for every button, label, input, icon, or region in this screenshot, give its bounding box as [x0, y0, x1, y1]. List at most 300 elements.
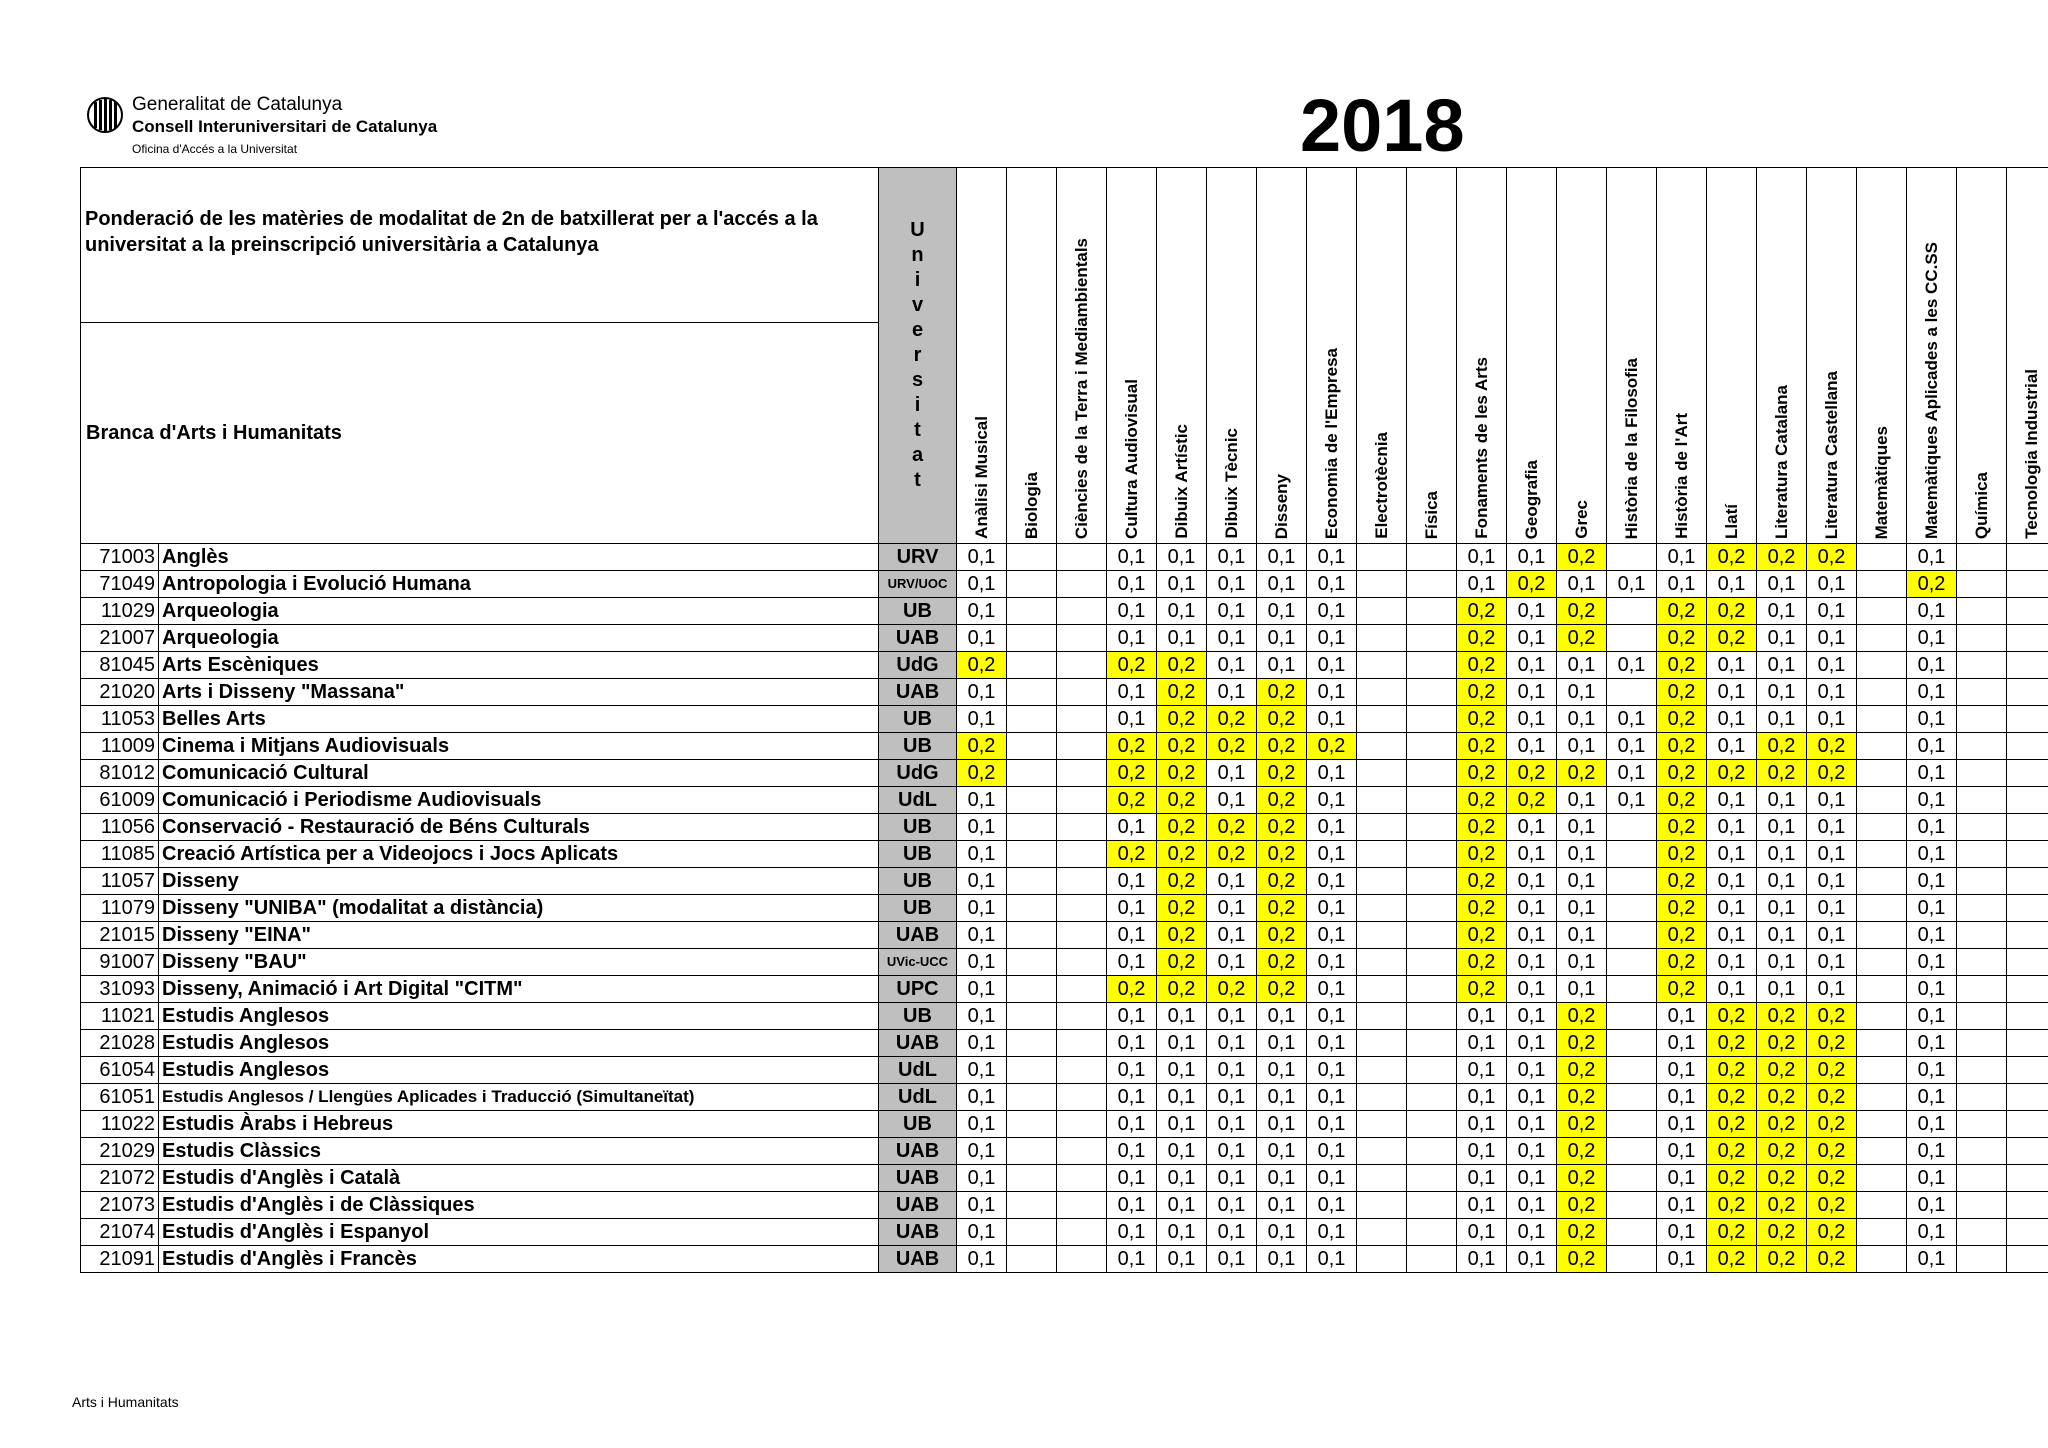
weight-cell	[1857, 706, 1907, 733]
university-header-letter: v	[911, 294, 924, 316]
weight-cell: 0,2	[1657, 814, 1707, 841]
weight-cell: 0,1	[1707, 949, 1757, 976]
subject-header-label: Geografia	[1521, 459, 1541, 539]
weight-cell: 0,2	[1207, 814, 1257, 841]
weight-cell: 0,1	[1207, 598, 1257, 625]
weight-cell: 0,1	[957, 895, 1007, 922]
weight-cell	[1957, 976, 2007, 1003]
weight-cell: 0,1	[1907, 868, 1957, 895]
weight-cell: 0,2	[1707, 1003, 1757, 1030]
weight-cell	[1057, 706, 1107, 733]
university-header-letter: s	[911, 369, 924, 391]
weight-cell	[1857, 922, 1907, 949]
weight-cell: 0,1	[1657, 1057, 1707, 1084]
weight-cell	[2007, 571, 2048, 598]
weight-cell: 0,1	[957, 1165, 1007, 1192]
weight-cell: 0,1	[1107, 598, 1157, 625]
weight-cell	[1857, 679, 1907, 706]
weight-cell: 0,2	[1907, 571, 1957, 598]
weight-cell: 0,1	[1757, 922, 1807, 949]
university-code: UB	[879, 733, 957, 760]
weight-cell: 0,1	[1757, 625, 1807, 652]
weight-cell	[1057, 895, 1107, 922]
weight-cell: 0,2	[1557, 1030, 1607, 1057]
weight-cell: 0,1	[957, 814, 1007, 841]
weight-cell: 0,1	[1807, 895, 1857, 922]
weight-cell	[1007, 922, 1057, 949]
weight-cell: 0,1	[1507, 976, 1557, 1003]
weight-cell: 0,2	[1657, 787, 1707, 814]
degree-code: 61051	[81, 1084, 159, 1111]
weight-cell: 0,2	[1657, 706, 1707, 733]
weight-cell: 0,2	[1807, 1111, 1857, 1138]
table-row	[81, 1030, 2048, 1057]
subject-header	[1307, 168, 1357, 544]
subject-header	[1357, 168, 1407, 544]
weight-cell	[1607, 922, 1657, 949]
weight-cell: 0,1	[957, 949, 1007, 976]
weight-cell: 0,1	[1207, 1165, 1257, 1192]
weight-cell	[1357, 706, 1407, 733]
weight-cell: 0,2	[1707, 1165, 1757, 1192]
weight-cell	[2007, 1111, 2048, 1138]
weight-cell: 0,1	[1557, 976, 1607, 1003]
subject-header	[1807, 168, 1857, 544]
weight-cell: 0,1	[1207, 949, 1257, 976]
subject-header	[1257, 168, 1307, 544]
weight-cell: 0,1	[1157, 625, 1207, 652]
degree-name: Estudis d'Anglès i Català	[159, 1165, 879, 1192]
university-header-letter: U	[910, 219, 925, 241]
weight-cell: 0,1	[1207, 544, 1257, 571]
weight-cell: 0,1	[1907, 841, 1957, 868]
weight-cell: 0,1	[1307, 787, 1357, 814]
weight-cell: 0,1	[1307, 922, 1357, 949]
degree-code: 11085	[81, 841, 159, 868]
weight-cell: 0,2	[1457, 814, 1507, 841]
weight-cell: 0,1	[1707, 922, 1757, 949]
weight-cell: 0,1	[1607, 652, 1657, 679]
weight-cell	[1407, 571, 1457, 598]
degree-name: Estudis Àrabs i Hebreus	[159, 1111, 879, 1138]
weight-cell: 0,2	[1107, 841, 1157, 868]
weight-cell: 0,1	[1907, 895, 1957, 922]
weight-cell	[1007, 1084, 1057, 1111]
university-code: UAB	[879, 1030, 957, 1057]
weight-cell: 0,1	[1207, 625, 1257, 652]
weight-cell: 0,2	[1807, 1165, 1857, 1192]
weight-cell: 0,1	[1207, 1138, 1257, 1165]
weight-cell: 0,1	[1207, 1111, 1257, 1138]
weight-cell: 0,2	[1757, 544, 1807, 571]
weight-cell: 0,2	[1757, 1084, 1807, 1111]
weight-cell: 0,2	[1507, 787, 1557, 814]
degree-name: Cinema i Mitjans Audiovisuals	[159, 733, 879, 760]
weight-cell: 0,1	[1907, 1246, 1957, 1273]
weight-cell: 0,1	[1607, 706, 1657, 733]
subject-header	[1907, 168, 1957, 544]
weight-cell: 0,2	[1557, 1192, 1607, 1219]
weight-cell: 0,2	[1257, 706, 1307, 733]
weight-cell	[2007, 1030, 2048, 1057]
weight-cell	[1357, 976, 1407, 1003]
university-code: UAB	[879, 1192, 957, 1219]
weight-cell: 0,2	[1257, 841, 1307, 868]
weighting-table	[80, 167, 2048, 1273]
degree-code: 11009	[81, 733, 159, 760]
weight-cell: 0,1	[1157, 1192, 1207, 1219]
weight-cell: 0,1	[1757, 949, 1807, 976]
weight-cell: 0,2	[1257, 895, 1307, 922]
university-code: UdG	[879, 760, 957, 787]
table-row	[81, 1219, 2048, 1246]
weight-cell: 0,1	[1557, 733, 1607, 760]
generalitat-emblem-icon	[86, 96, 124, 134]
weight-cell: 0,1	[1807, 868, 1857, 895]
weight-cell: 0,1	[1507, 841, 1557, 868]
weight-cell: 0,1	[1757, 679, 1807, 706]
weight-cell: 0,2	[1707, 760, 1757, 787]
subject-header	[1157, 168, 1207, 544]
weight-cell: 0,1	[1557, 571, 1607, 598]
weight-cell: 0,1	[1807, 841, 1857, 868]
weight-cell	[1857, 976, 1907, 1003]
weight-cell: 0,1	[1907, 1030, 1957, 1057]
weight-cell	[1057, 544, 1107, 571]
weight-cell: 0,1	[1507, 1165, 1557, 1192]
subject-header-label: Matemàtiques	[1871, 425, 1891, 539]
weight-cell: 0,1	[1907, 922, 1957, 949]
weight-cell	[1357, 1003, 1407, 1030]
weight-cell: 0,1	[1557, 922, 1607, 949]
subject-header	[1007, 168, 1057, 544]
subject-header	[1657, 168, 1707, 544]
weight-cell	[1357, 949, 1407, 976]
weight-cell	[1357, 1084, 1407, 1111]
university-code: UdL	[879, 1057, 957, 1084]
university-code: URV/UOC	[879, 571, 957, 598]
university-header-letter: t	[914, 469, 921, 491]
weight-cell	[2007, 1246, 2048, 1273]
weight-cell: 0,2	[1457, 679, 1507, 706]
weight-cell: 0,1	[1307, 1165, 1357, 1192]
weight-cell	[1957, 652, 2007, 679]
subject-header	[1057, 168, 1107, 544]
weight-cell	[1857, 1192, 1907, 1219]
weight-cell	[1857, 868, 1907, 895]
weight-cell: 0,1	[1707, 976, 1757, 1003]
degree-code: 11057	[81, 868, 159, 895]
weight-cell: 0,1	[1257, 1246, 1307, 1273]
weight-cell: 0,1	[1507, 1192, 1557, 1219]
weight-cell: 0,1	[1907, 1003, 1957, 1030]
weight-cell	[1357, 1219, 1407, 1246]
weight-cell	[1607, 1030, 1657, 1057]
subject-header	[957, 168, 1007, 544]
university-header-letter: t	[914, 419, 921, 441]
weight-cell: 0,1	[1257, 598, 1307, 625]
weight-cell: 0,1	[1457, 1138, 1507, 1165]
weight-cell: 0,1	[1157, 1111, 1207, 1138]
weight-cell: 0,1	[1707, 787, 1757, 814]
table-row	[81, 895, 2048, 922]
weight-cell	[1057, 652, 1107, 679]
subject-header	[1957, 168, 2007, 544]
weight-cell: 0,2	[1657, 652, 1707, 679]
generalitat-logo	[86, 94, 486, 160]
weight-cell: 0,2	[1207, 733, 1257, 760]
weight-cell	[2007, 841, 2048, 868]
weight-cell	[1007, 1138, 1057, 1165]
degree-name: Disseny, Animació i Art Digital "CITM"	[159, 976, 879, 1003]
weight-cell: 0,1	[1207, 868, 1257, 895]
weight-cell: 0,2	[1757, 1219, 1807, 1246]
weight-cell	[1407, 679, 1457, 706]
weight-cell	[2007, 1057, 2048, 1084]
weight-cell: 0,1	[1257, 1219, 1307, 1246]
subject-header	[1707, 168, 1757, 544]
weight-cell	[1957, 949, 2007, 976]
weight-cell: 0,1	[1307, 652, 1357, 679]
weight-cell	[1857, 652, 1907, 679]
weight-cell	[1407, 1219, 1457, 1246]
weight-cell: 0,2	[1257, 733, 1307, 760]
weight-cell	[1857, 1003, 1907, 1030]
weight-cell	[1957, 922, 2007, 949]
weight-cell: 0,2	[1807, 1138, 1857, 1165]
weight-cell	[1007, 787, 1057, 814]
weight-cell: 0,2	[1257, 949, 1307, 976]
weight-cell: 0,2	[1107, 976, 1157, 1003]
table-row	[81, 1138, 2048, 1165]
weight-cell: 0,1	[1657, 1165, 1707, 1192]
weight-cell: 0,1	[1757, 706, 1807, 733]
weight-cell: 0,1	[1457, 544, 1507, 571]
weight-cell	[2007, 706, 2048, 733]
weight-cell: 0,2	[1257, 814, 1307, 841]
weight-cell	[1407, 760, 1457, 787]
weight-cell	[2007, 787, 2048, 814]
weight-cell: 0,2	[1807, 733, 1857, 760]
degree-code: 11053	[81, 706, 159, 733]
subject-header	[1457, 168, 1507, 544]
weight-cell: 0,2	[1457, 652, 1507, 679]
weight-cell	[2007, 1138, 2048, 1165]
degree-code: 21072	[81, 1165, 159, 1192]
weight-cell: 0,1	[1907, 1165, 1957, 1192]
weight-cell: 0,1	[1307, 1030, 1357, 1057]
weight-cell: 0,1	[1207, 1003, 1257, 1030]
degree-code: 61054	[81, 1057, 159, 1084]
weight-cell	[1057, 679, 1107, 706]
weight-cell: 0,1	[1457, 1003, 1507, 1030]
weight-cell: 0,1	[1507, 1003, 1557, 1030]
weight-cell: 0,1	[1657, 1138, 1707, 1165]
weight-cell: 0,2	[1807, 1084, 1857, 1111]
weight-cell	[1007, 652, 1057, 679]
weight-cell	[1057, 868, 1107, 895]
weight-cell: 0,1	[1557, 787, 1607, 814]
weight-cell: 0,2	[1557, 1219, 1607, 1246]
university-code: UB	[879, 598, 957, 625]
weight-cell: 0,1	[1307, 868, 1357, 895]
weight-cell: 0,2	[1657, 598, 1707, 625]
weight-cell	[1057, 625, 1107, 652]
subject-header-label: Grec	[1571, 500, 1591, 539]
weight-cell	[1957, 787, 2007, 814]
weight-cell	[1607, 1246, 1657, 1273]
weight-cell	[1007, 1246, 1057, 1273]
weight-cell: 0,1	[957, 1111, 1007, 1138]
weight-cell: 0,1	[1107, 544, 1157, 571]
weight-cell: 0,1	[1307, 1003, 1357, 1030]
weight-cell	[1357, 598, 1407, 625]
degree-name: Arqueologia	[159, 598, 879, 625]
weight-cell: 0,2	[1707, 1111, 1757, 1138]
weight-cell	[1857, 1138, 1907, 1165]
weight-cell	[1607, 1003, 1657, 1030]
weight-cell: 0,2	[1657, 895, 1707, 922]
weight-cell: 0,1	[1307, 895, 1357, 922]
weight-cell: 0,2	[1657, 679, 1707, 706]
weight-cell: 0,1	[1907, 706, 1957, 733]
university-code: UB	[879, 706, 957, 733]
weight-cell: 0,1	[1757, 571, 1807, 598]
degree-name: Antropologia i Evolució Humana	[159, 571, 879, 598]
weight-cell	[1357, 652, 1407, 679]
university-code: UB	[879, 868, 957, 895]
weight-cell: 0,1	[1657, 1084, 1707, 1111]
degree-name: Disseny "BAU"	[159, 949, 879, 976]
weight-cell: 0,1	[957, 976, 1007, 1003]
weight-cell	[1057, 787, 1107, 814]
weight-cell: 0,1	[1807, 679, 1857, 706]
weight-cell: 0,1	[957, 598, 1007, 625]
weight-cell	[1357, 1246, 1407, 1273]
weight-cell: 0,1	[1807, 922, 1857, 949]
weight-cell: 0,2	[1657, 625, 1707, 652]
university-header-letter: a	[911, 444, 924, 466]
weight-cell: 0,2	[1557, 625, 1607, 652]
table-row	[81, 679, 2048, 706]
weight-cell	[1007, 544, 1057, 571]
weight-cell: 0,2	[1157, 976, 1207, 1003]
weight-cell: 0,1	[1707, 571, 1757, 598]
table-row	[81, 652, 2048, 679]
weight-cell: 0,2	[1757, 1165, 1807, 1192]
weight-cell: 0,2	[1757, 1138, 1807, 1165]
weight-cell: 0,2	[1707, 1246, 1757, 1273]
table-row	[81, 1111, 2048, 1138]
degree-name: Estudis Clàssics	[159, 1138, 879, 1165]
weight-cell: 0,1	[1257, 1165, 1307, 1192]
weight-cell: 0,2	[1157, 652, 1207, 679]
weight-cell: 0,2	[1707, 1030, 1757, 1057]
table-row	[81, 868, 2048, 895]
branch-title: Branca d'Arts i Humanitats	[81, 323, 879, 544]
weight-cell: 0,2	[1457, 841, 1507, 868]
weight-cell: 0,1	[1457, 571, 1507, 598]
weight-cell: 0,1	[1707, 652, 1757, 679]
weight-cell: 0,1	[1807, 571, 1857, 598]
degree-name: Comunicació i Periodisme Audiovisuals	[159, 787, 879, 814]
degree-name: Disseny	[159, 868, 879, 895]
weight-cell: 0,1	[1507, 1030, 1557, 1057]
degree-name: Estudis d'Anglès i de Clàssiques	[159, 1192, 879, 1219]
weight-cell: 0,1	[1157, 1138, 1207, 1165]
weight-cell: 0,2	[1157, 706, 1207, 733]
weight-cell	[1007, 571, 1057, 598]
weight-cell: 0,2	[1107, 652, 1157, 679]
weight-cell: 0,2	[1557, 1003, 1607, 1030]
weight-cell: 0,1	[1257, 1138, 1307, 1165]
university-column-header	[879, 168, 957, 544]
weight-cell: 0,2	[1807, 1030, 1857, 1057]
weight-cell	[1407, 625, 1457, 652]
weight-cell: 0,1	[1107, 1138, 1157, 1165]
weight-cell: 0,1	[1107, 1219, 1157, 1246]
weight-cell: 0,1	[1557, 706, 1607, 733]
table-row	[81, 841, 2048, 868]
weight-cell: 0,1	[1807, 814, 1857, 841]
weight-cell: 0,2	[1157, 760, 1207, 787]
weight-cell	[1357, 679, 1407, 706]
weight-cell: 0,1	[957, 841, 1007, 868]
subject-header	[1557, 168, 1607, 544]
weight-cell	[1957, 706, 2007, 733]
weight-cell	[1957, 571, 2007, 598]
subject-header-label: Física	[1421, 490, 1441, 539]
degree-code: 11079	[81, 895, 159, 922]
weight-cell: 0,1	[1907, 1111, 1957, 1138]
weight-cell: 0,1	[1907, 949, 1957, 976]
weight-cell	[1607, 1084, 1657, 1111]
weight-cell: 0,2	[1257, 868, 1307, 895]
weight-cell: 0,1	[1257, 544, 1307, 571]
weight-cell: 0,2	[1107, 787, 1157, 814]
degree-code: 11029	[81, 598, 159, 625]
weight-cell: 0,2	[1257, 787, 1307, 814]
weight-cell: 0,1	[1107, 1084, 1157, 1111]
weight-cell: 0,1	[1907, 733, 1957, 760]
weight-cell	[1007, 1057, 1057, 1084]
weight-cell: 0,1	[1607, 787, 1657, 814]
weight-cell: 0,2	[1757, 1030, 1807, 1057]
weight-cell: 0,2	[1657, 949, 1707, 976]
subject-header	[1607, 168, 1657, 544]
weight-cell	[1357, 1165, 1407, 1192]
degree-name: Creació Artística per a Videojocs i Jocs Aplicats	[159, 841, 879, 868]
subject-header-label: Cultura Audiovisual	[1121, 379, 1141, 539]
weight-cell: 0,1	[1607, 733, 1657, 760]
weight-cell	[1407, 1138, 1457, 1165]
weight-cell	[1007, 949, 1057, 976]
weight-cell	[1357, 544, 1407, 571]
weight-cell	[1607, 1165, 1657, 1192]
weight-cell: 0,1	[957, 787, 1007, 814]
weight-cell: 0,1	[1907, 625, 1957, 652]
weight-cell: 0,1	[1707, 895, 1757, 922]
weight-cell	[1607, 1138, 1657, 1165]
university-code: UB	[879, 814, 957, 841]
subject-header	[1857, 168, 1907, 544]
weight-cell: 0,1	[1107, 1003, 1157, 1030]
weight-cell: 0,1	[1507, 949, 1557, 976]
weight-cell: 0,2	[1557, 544, 1607, 571]
weight-cell: 0,1	[1657, 1030, 1707, 1057]
weight-cell: 0,1	[1157, 1219, 1207, 1246]
weight-cell: 0,1	[1107, 571, 1157, 598]
